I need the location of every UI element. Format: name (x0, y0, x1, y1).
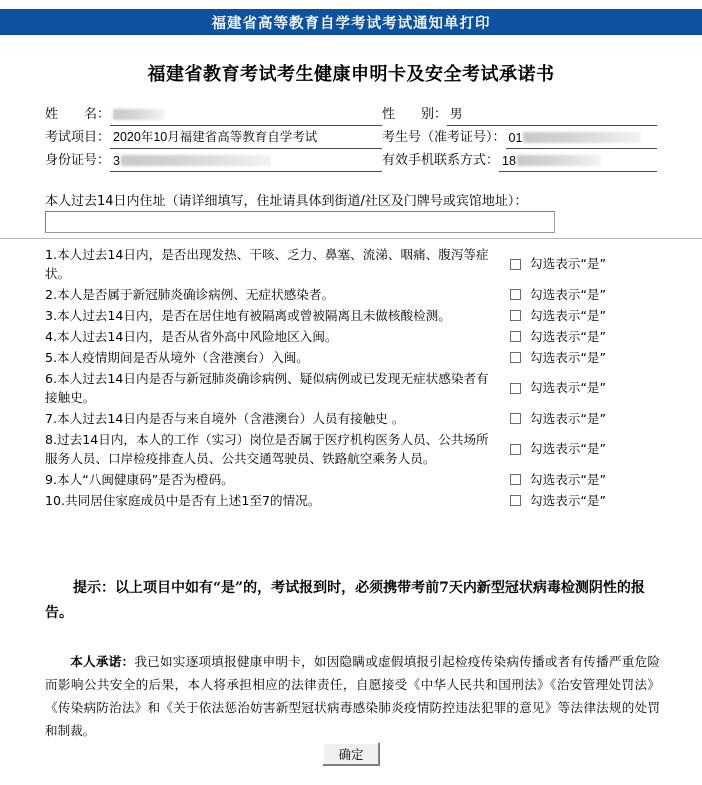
question-row (45, 469, 660, 490)
question-check-label: 勾选表示“是” (530, 256, 607, 271)
question-row (45, 368, 660, 408)
redacted-phone-value (517, 155, 601, 166)
phone-prefix: 18 (502, 153, 516, 168)
field-project-value-wrap (110, 128, 382, 149)
question-row (45, 305, 660, 326)
question-check-group[interactable] (495, 471, 660, 489)
field-name-value (113, 106, 165, 125)
field-row-idcard-phone (45, 149, 657, 172)
question-text: 2.本人是否属于新冠肺炎确诊病例、无症状感染者。 (45, 287, 335, 302)
question-text: 4.本人过去14日内，是否从省外高中风险地区入闽。 (45, 329, 338, 344)
question-check-group[interactable] (495, 255, 660, 273)
question-text: 1.本人过去14日内，是否出现发热、干咳、乏力、鼻塞、流涕、咽痛、腹泻等症状。 (45, 247, 489, 281)
field-id-card-value-wrap (110, 151, 382, 172)
question-check-label: 勾选表示“是” (530, 328, 607, 344)
redacted-exam-number-value (523, 132, 641, 143)
question-text: 3.本人过去14日内，是否在居住地有被隔离或曾被隔离且未做核酸检测。 (45, 308, 451, 323)
field-exam-number-value-wrap (506, 128, 657, 149)
question-text: 10.共同居住家庭成员中是否有上述1至7的情况。 (45, 493, 321, 508)
question-checkbox[interactable] (510, 495, 521, 506)
exam-number-prefix: 01 (508, 130, 523, 145)
question-check-label: 勾选表示“是” (530, 349, 607, 365)
address-input[interactable] (45, 211, 555, 233)
field-project (45, 126, 382, 149)
field-gender (382, 103, 657, 126)
field-row-project-examno (45, 126, 657, 149)
question-check-group[interactable] (495, 410, 660, 428)
redacted-id-card-value (121, 155, 271, 166)
question-text: 9.本人“八闽健康码”是否为橙码。 (45, 472, 234, 487)
question-check-group[interactable] (495, 492, 660, 510)
app-header-bar (0, 9, 702, 35)
address-label: 本人过去14日内住址（请详细填写，住址请具体到街道/社区及门牌号或宾馆地址）： (45, 194, 528, 209)
field-phone-label: 有效手机联系方式： (382, 153, 500, 168)
field-phone (382, 149, 657, 172)
notice-paragraph: 提示：以上项目中如有“是”的，考试报到时，必须携带考前7天内新型冠状病毒检测阴性的报告。 (45, 580, 645, 621)
question-checkbox[interactable] (510, 352, 521, 363)
field-exam-number (382, 126, 657, 149)
question-checkbox[interactable] (510, 289, 521, 300)
field-gender-label: 性 别： (382, 107, 448, 122)
question-row (45, 408, 660, 429)
question-row (45, 490, 660, 511)
field-id-card (45, 149, 382, 172)
question-check-label: 勾选表示“是” (530, 471, 607, 487)
app-header-title: 福建省高等教育自学考试考试通知单打印 (211, 14, 491, 32)
question-check-group[interactable] (495, 286, 660, 304)
question-checkbox[interactable] (510, 383, 521, 394)
question-checkbox[interactable] (510, 413, 521, 424)
question-check-label: 勾选表示“是” (530, 441, 607, 456)
field-gender-value: 男 (450, 107, 463, 121)
question-checkbox[interactable] (510, 259, 521, 270)
question-check-label: 勾选表示“是” (530, 380, 607, 395)
id-card-prefix: 3 (113, 153, 120, 168)
field-name-value-wrap (110, 105, 382, 126)
field-gender-value-wrap (447, 105, 657, 126)
question-check-group[interactable] (495, 307, 660, 325)
question-check-group[interactable] (495, 349, 660, 367)
question-check-label: 勾选表示“是” (530, 410, 607, 426)
section-divider (0, 238, 702, 239)
question-check-label: 勾选表示“是” (530, 286, 607, 302)
field-project-label: 考试项目： (45, 130, 111, 145)
field-phone-value-wrap (499, 151, 657, 172)
field-phone-value (502, 152, 601, 171)
field-name-label: 姓 名： (45, 107, 111, 122)
field-id-card-label: 身份证号： (45, 153, 111, 168)
field-exam-number-label: 考生号（准考证号）： (382, 130, 506, 145)
question-check-group[interactable] (495, 440, 660, 458)
pledge-body: 我已如实逐项填报健康申明卡，如因隐瞒或虚假填报引起检疫传染病传播或者有传播严重危险而影响公共安全的后果，本人将承担相应的法律责任，自愿接受《中华人民共和国刑法》《治安管理处罚法》《传染病防治法》和《关于依法惩治妨害新型冠状病毒感染肺炎疫情防控违法犯罪的意见》等法律法规的处罚和制裁。 (45, 654, 661, 738)
confirm-button[interactable]: 确定 (322, 742, 380, 766)
question-text: 8.过去14日内，本人的工作（实习）岗位是否属于医疗机构医务人员、公共场所服务人员、口岸检疫排查人员、公共交通驾驶员、铁路航空乘务人员。 (45, 432, 489, 466)
question-row (45, 284, 660, 305)
question-row (45, 429, 660, 469)
pledge-lead: 本人承诺： (70, 654, 135, 669)
question-text: 7.本人过去14日内是否与来自境外（含港澳台）人员有接触史 。 (45, 411, 405, 426)
question-text: 6.本人过去14日内是否与新冠肺炎确诊病例、疑似病例或已发现无症状感染者有接触史。 (45, 371, 489, 405)
redacted-name-value (113, 109, 165, 120)
field-row-name-gender (45, 103, 657, 126)
question-checkbox[interactable] (510, 474, 521, 485)
field-name (45, 103, 382, 126)
field-id-card-value (113, 152, 271, 171)
question-check-label: 勾选表示“是” (530, 307, 607, 323)
question-row (45, 326, 660, 347)
document-title: 福建省教育考试考生健康申明卡及安全考试承诺书 (147, 64, 555, 85)
question-row (45, 244, 660, 284)
field-project-value: 2020年10月福建省高等教育自学考试 (113, 130, 318, 144)
question-check-group[interactable] (495, 379, 660, 397)
identity-fields (45, 103, 657, 172)
question-row (45, 347, 660, 368)
question-text: 5.本人疫情期间是否从境外（含港澳台）入闽。 (45, 350, 309, 365)
submit-area (0, 742, 702, 766)
health-questionnaire (45, 244, 660, 511)
question-checkbox[interactable] (510, 310, 521, 321)
question-check-label: 勾选表示“是” (530, 492, 607, 508)
question-checkbox[interactable] (510, 331, 521, 342)
question-check-group[interactable] (495, 328, 660, 346)
field-exam-number-value (509, 129, 642, 148)
pledge-paragraph (45, 650, 660, 742)
question-checkbox[interactable] (510, 444, 521, 455)
